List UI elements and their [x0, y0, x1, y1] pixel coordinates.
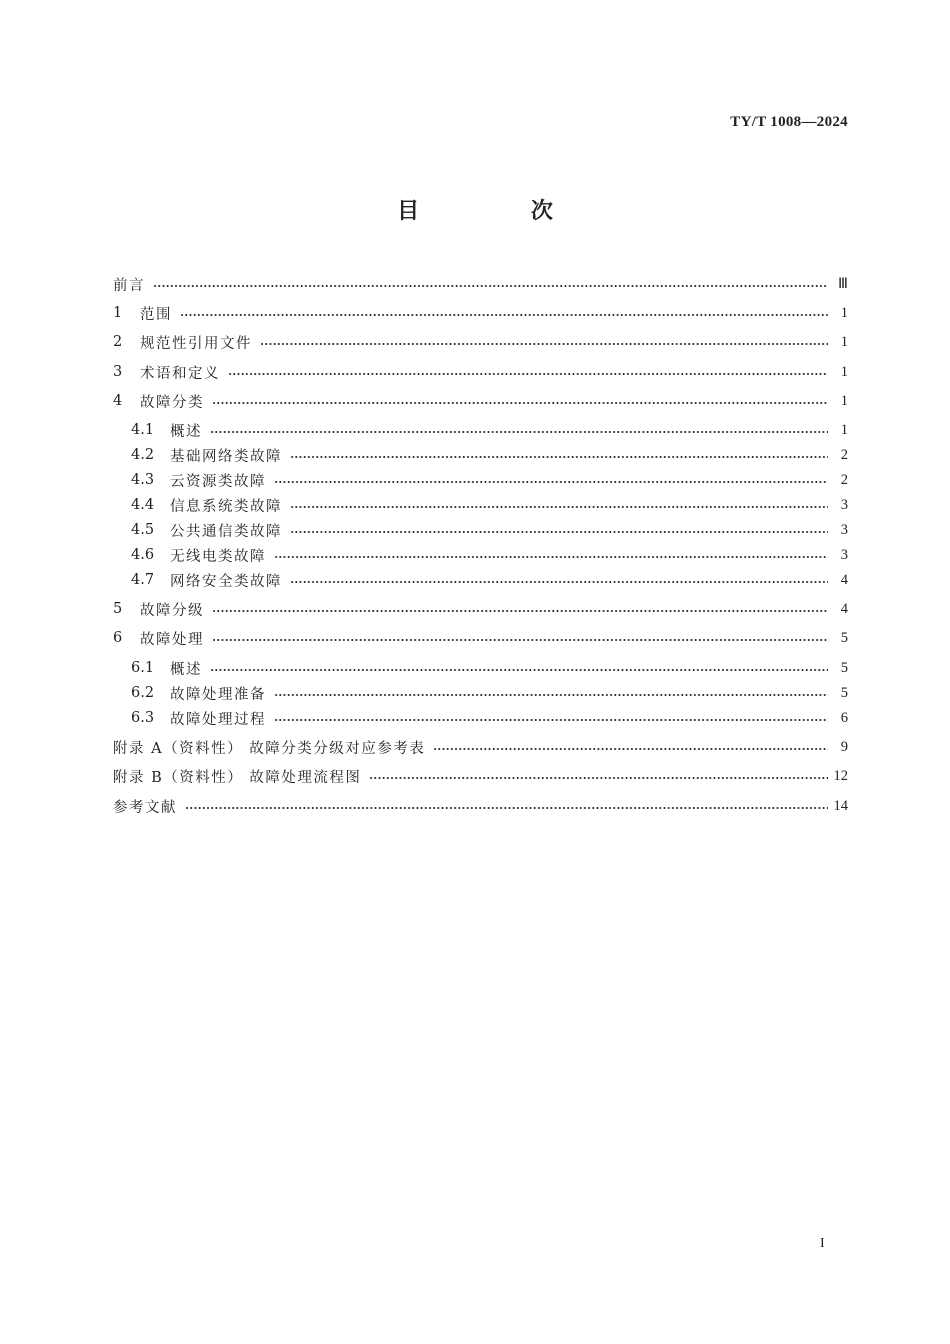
toc-entry-page: 3	[840, 496, 848, 513]
toc-entry-number: 6	[113, 630, 123, 646]
toc-entry-page: 4	[840, 600, 848, 617]
toc-entry-page: 6	[840, 709, 848, 726]
dot-leader	[290, 455, 828, 459]
toc-entry-number: 3	[113, 364, 123, 380]
toc-entry[interactable]	[131, 444, 848, 466]
toc-entry[interactable]	[113, 765, 848, 787]
toc-entry-number: 4.4	[131, 497, 155, 513]
toc-entry-page: Ⅲ	[838, 275, 848, 292]
dot-leader	[228, 372, 828, 376]
toc-entry[interactable]	[131, 657, 848, 679]
toc-entry-page: 2	[840, 471, 848, 488]
toc-entry-label: 概述	[170, 423, 202, 440]
toc-entry[interactable]	[113, 390, 848, 412]
toc-entry-page: 1	[840, 333, 848, 350]
toc-entry[interactable]	[131, 569, 848, 591]
toc-entry[interactable]	[113, 736, 848, 758]
toc-entry-page: 3	[840, 546, 848, 563]
standard-number: TY/T 1008—2024	[730, 114, 848, 130]
dot-leader	[290, 580, 828, 584]
toc-entry-number: 4.1	[131, 422, 155, 438]
toc-entry[interactable]	[131, 419, 848, 441]
toc-entry-label: 故障处理	[140, 631, 204, 648]
toc-entry[interactable]	[131, 519, 848, 541]
toc-entry[interactable]	[113, 331, 848, 353]
toc-entry-page: 1	[840, 363, 848, 380]
dot-leader	[185, 806, 828, 810]
toc-entry-label: 术语和定义	[140, 365, 220, 382]
toc-entry-number: 4.2	[131, 447, 155, 463]
dot-leader	[260, 342, 828, 346]
toc-entry[interactable]	[131, 682, 848, 704]
toc-entry-number: 6.1	[131, 660, 155, 676]
toc-entry-label: 故障处理过程	[170, 711, 266, 728]
toc-entry[interactable]	[113, 273, 848, 295]
toc-entry-label: 概述	[170, 661, 202, 678]
toc-entry-label: 规范性引用文件	[140, 335, 252, 352]
toc-entry-page: 14	[833, 797, 848, 814]
toc-entry-number: 4.5	[131, 522, 155, 538]
dot-leader	[212, 401, 828, 405]
dot-leader	[290, 530, 828, 534]
toc-entry-number: 6.3	[131, 710, 155, 726]
toc-entry-number: 4.7	[131, 572, 155, 588]
toc-entry-page: 1	[840, 421, 848, 438]
toc-entry-label: 前言	[113, 277, 145, 294]
toc-entry-number: 2	[113, 334, 123, 350]
dot-leader	[212, 609, 828, 613]
toc-entry[interactable]	[113, 361, 848, 383]
toc-entry-number: 5	[113, 601, 123, 617]
toc-entry[interactable]	[113, 795, 848, 817]
toc-entry-page: 5	[840, 659, 848, 676]
toc-entry-label: 故障分类	[140, 394, 204, 411]
dot-leader	[274, 480, 828, 484]
dot-leader	[433, 747, 828, 751]
dot-leader	[210, 430, 828, 434]
toc-entry-page: 3	[840, 521, 848, 538]
toc-entry-label: 附录 A（资料性） 故障分类分级对应参考表	[113, 740, 426, 757]
toc-entry-page: 4	[840, 571, 848, 588]
toc-entry-number: 4	[113, 393, 123, 409]
toc-entry-label: 网络安全类故障	[170, 573, 282, 590]
toc-entry-label: 故障分级	[140, 602, 204, 619]
dot-leader	[153, 284, 828, 288]
toc-entry-label: 范围	[140, 306, 172, 323]
page-title: 目 次	[397, 198, 605, 224]
page-number: I	[820, 1236, 825, 1251]
toc-entry-number: 4.6	[131, 547, 155, 563]
toc-entry-page: 5	[840, 629, 848, 646]
toc-entry[interactable]	[131, 469, 848, 491]
toc-entry[interactable]	[131, 494, 848, 516]
dot-leader	[274, 555, 828, 559]
dot-leader	[274, 693, 828, 697]
toc-entry-label: 故障处理准备	[170, 686, 266, 703]
toc-entry-page: 1	[840, 392, 848, 409]
toc-entry[interactable]	[113, 627, 848, 649]
toc-entry-label: 云资源类故障	[170, 473, 266, 490]
dot-leader	[210, 668, 828, 672]
dot-leader	[212, 638, 828, 642]
toc-entry-label: 无线电类故障	[170, 548, 266, 565]
toc-entry-number: 4.3	[131, 472, 155, 488]
dot-leader	[180, 313, 828, 317]
toc-entry-label: 信息系统类故障	[170, 498, 282, 515]
toc-entry[interactable]	[113, 598, 848, 620]
toc-entry-page: 5	[840, 684, 848, 701]
toc-entry[interactable]	[131, 544, 848, 566]
toc-entry-page: 9	[840, 738, 848, 755]
toc-entry-number: 1	[113, 305, 123, 321]
toc-entry-number: 6.2	[131, 685, 155, 701]
dot-leader	[369, 776, 827, 780]
dot-leader	[274, 718, 828, 722]
toc-entry[interactable]	[131, 707, 848, 729]
toc-entry-label: 附录 B（资料性） 故障处理流程图	[113, 769, 362, 786]
toc-entry-page: 2	[840, 446, 848, 463]
dot-leader	[290, 505, 828, 509]
toc-entry-label: 参考文献	[113, 799, 177, 816]
toc-entry[interactable]	[113, 302, 848, 324]
toc-entry-label: 基础网络类故障	[170, 448, 282, 465]
toc-entry-page: 1	[840, 304, 848, 321]
toc-entry-page: 12	[833, 767, 848, 784]
toc-entry-label: 公共通信类故障	[170, 523, 282, 540]
